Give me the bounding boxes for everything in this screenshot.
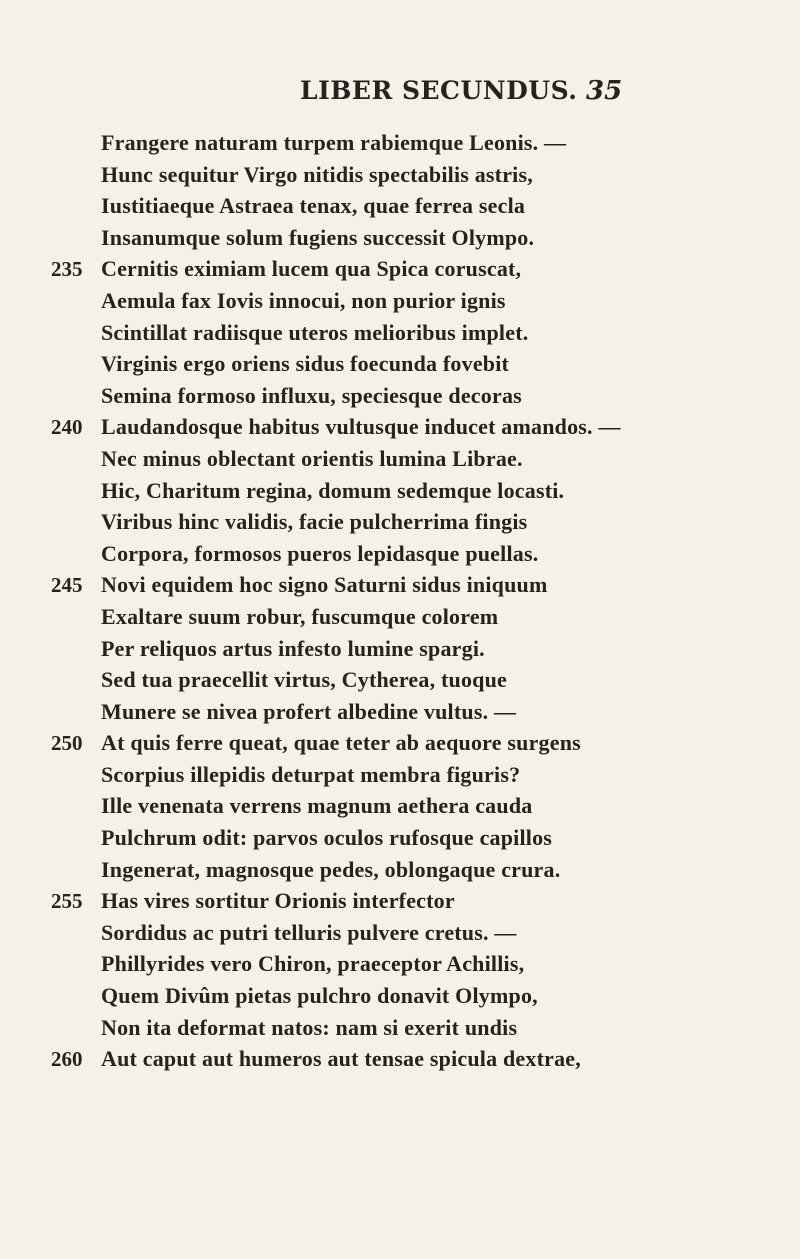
line-number: 245 [51, 573, 83, 598]
verse-text: Corpora, formosos pueros lepidasque puellas. [101, 540, 539, 566]
verse-line [0, 317, 800, 349]
verse-line [0, 1012, 800, 1044]
verse-text: Sordidus ac putri telluris pulvere cretus. — [101, 919, 517, 945]
page-number: 35 [586, 76, 623, 106]
verse-text: Hunc sequitur Virgo nitidis spectabilis astris, [101, 161, 533, 187]
verse-line [0, 159, 800, 191]
line-number: 250 [51, 731, 83, 756]
verse-line [0, 443, 800, 475]
verse-line [0, 822, 800, 854]
verse-text: Laudandosque habitus vultusque inducet amandos. — [101, 414, 621, 440]
verse-text: Ingenerat, magnosque pedes, oblongaque crura. [101, 856, 561, 882]
running-title: LIBER SECUNDUS. [300, 76, 578, 105]
poem-text [0, 127, 800, 1075]
verse-line [0, 253, 800, 285]
verse-text: Scorpius illepidis deturpat membra figuris? [101, 761, 521, 787]
verse-line [0, 1043, 800, 1075]
verse-line [0, 917, 800, 949]
verse-line [0, 980, 800, 1012]
verse-text: Ille venenata verrens magnum aethera cauda [101, 793, 533, 819]
verse-line [0, 664, 800, 696]
verse-text: At quis ferre queat, quae teter ab aequore surgens [101, 730, 581, 756]
verse-line [0, 854, 800, 886]
verse-line [0, 885, 800, 917]
verse-text: Iustitiaeque Astraea tenax, quae ferrea secla [101, 193, 526, 219]
verse-line [0, 222, 800, 254]
verse-line [0, 127, 800, 159]
line-number: 240 [51, 415, 83, 440]
line-number: 255 [51, 889, 83, 914]
verse-text: Semina formoso influxu, speciesque decoras [101, 382, 522, 408]
verse-text: Pulchrum odit: parvos oculos rufosque capillos [101, 825, 553, 851]
verse-line [0, 190, 800, 222]
verse-line [0, 633, 800, 665]
verse-text: Frangere naturam turpem rabiemque Leonis. — [101, 130, 567, 155]
verse-line [0, 727, 800, 759]
page-header [0, 72, 800, 112]
verse-text: Hic, Charitum regina, domum sedemque locasti. [101, 477, 565, 503]
verse-line [0, 411, 800, 443]
line-number: 235 [51, 257, 83, 282]
verse-text: Quem Divûm pietas pulchro donavit Olympo, [101, 983, 538, 1009]
verse-text: Munere se nivea profert albedine vultus. — [101, 698, 517, 724]
verse-line [0, 285, 800, 317]
verse-text: Has vires sortitur Orionis interfector [101, 888, 455, 914]
verse-line [0, 759, 800, 791]
verse-text: Insanumque solum fugiens successit Olympo. [101, 224, 535, 250]
verse-text: Virginis ergo oriens sidus foecunda fovebit [101, 351, 510, 377]
verse-line [0, 948, 800, 980]
verse-line [0, 538, 800, 570]
verse-line [0, 790, 800, 822]
verse-text: Nec minus oblectant orientis lumina Librae. [101, 445, 523, 471]
verse-text: Cernitis eximiam lucem qua Spica coruscat, [101, 256, 522, 282]
verse-line [0, 475, 800, 507]
line-number: 260 [51, 1047, 83, 1072]
verse-text: Scintillat radiisque uteros melioribus implet. [101, 319, 529, 345]
verse-text: Viribus hinc validis, facie pulcherrima fingis [101, 509, 528, 535]
verse-line [0, 380, 800, 412]
verse-text: Aemula fax Iovis innocui, non purior ignis [101, 287, 506, 313]
verse-text: Aut caput aut humeros aut tensae spicula dextrae, [101, 1046, 581, 1072]
verse-text: Phillyrides vero Chiron, praeceptor Achillis, [101, 951, 525, 977]
verse-line [0, 569, 800, 601]
verse-line [0, 348, 800, 380]
verse-text: Exaltare suum robur, fuscumque colorem [101, 603, 499, 629]
verse-text: Per reliquos artus infesto lumine spargi. [101, 635, 485, 661]
verse-text: Non ita deformat natos: nam si exerit undis [101, 1014, 518, 1040]
verse-line [0, 601, 800, 633]
verse-line [0, 506, 800, 538]
verse-text: Novi equidem hoc signo Saturni sidus iniquum [101, 572, 548, 598]
verse-text: Sed tua praecellit virtus, Cytherea, tuoque [101, 667, 507, 693]
verse-line [0, 696, 800, 728]
